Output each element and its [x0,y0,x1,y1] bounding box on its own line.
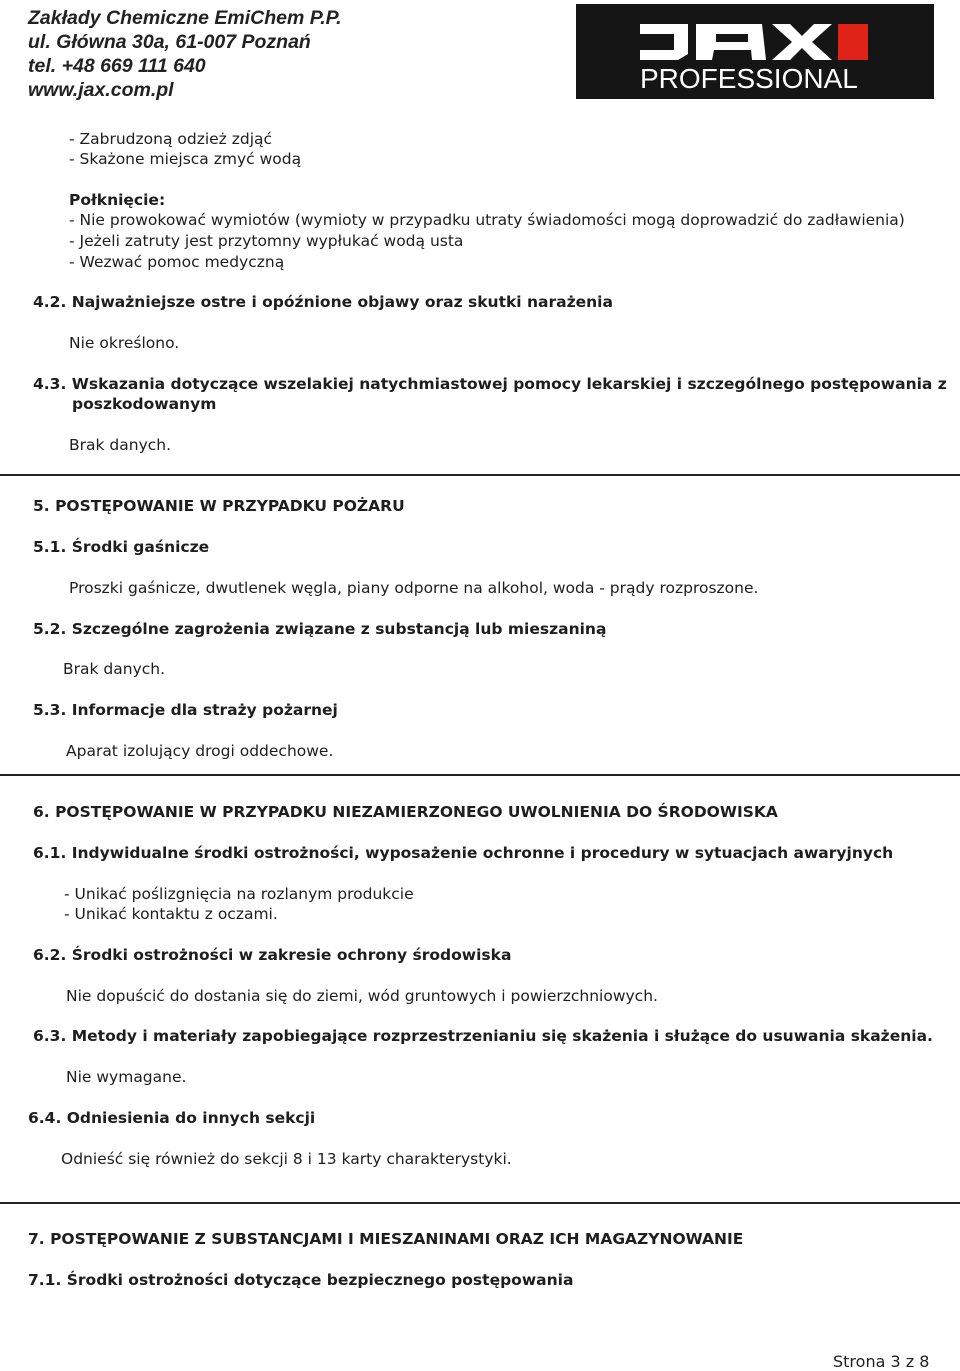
section-divider [0,474,960,476]
section-divider [0,1202,960,1204]
page-number: Strona 3 z 8 [833,1352,930,1371]
s63-title: 6.3. Metody i materiały zapobiegające rozprzestrzenianiu się skażenia i służące do usuwania skażenia. [33,1027,933,1045]
s71-title: 7.1. Środki ostrożności dotyczące bezpiecznego postępowania [28,1271,574,1289]
section-divider [0,774,960,776]
section7-title: 7. POSTĘPOWANIE Z SUBSTANCJAMI I MIESZANINAMI ORAZ ICH MAGAZYNOWANIE [28,1230,744,1248]
s42-title: 4.2. Najważniejsze ostre i opóźnione objawy oraz skutki narażenia [33,293,613,311]
s52-text: Brak danych. [63,660,166,678]
s64-text: Odnieść się również do sekcji 8 i 13 karty charakterystyki. [61,1150,512,1168]
company-website[interactable]: www.jax.com.pl [28,79,174,101]
swallow-title: Połknięcie: [69,191,166,209]
s63-text: Nie wymagane. [66,1068,187,1086]
logo-graphic [576,4,934,99]
s43-title-line2: poszkodowanym [72,395,217,413]
s53-title: 5.3. Informacje dla straży pożarnej [33,701,338,719]
section6-title: 6. POSTĘPOWANIE W PRZYPADKU NIEZAMIERZONEGO UWOLNIENIA DO ŚRODOWISKA [33,803,778,821]
s42-text: Nie określono. [69,334,180,352]
s53-text: Aparat izolujący drogi oddechowe. [66,742,334,760]
s43-text: Brak danych. [69,436,172,454]
skin-line-1: - Zabrudzoną odzież zdjąć [69,130,273,148]
s51-title: 5.1. Środki gaśnicze [33,538,210,556]
logo-sub-text: PROFESSIONAL [640,63,858,94]
swallow-line-2: - Jeżeli zatruty jest przytomny wypłukać wodą usta [69,232,464,250]
swallow-line-3: - Wezwać pomoc medyczną [69,253,285,271]
s51-text: Proszki gaśnicze, dwutlenek węgla, piany odporne na alkohol, woda - prądy rozproszone. [69,579,759,597]
s43-title-line1: 4.3. Wskazania dotyczące wszelakiej natychmiastowej pomocy lekarskiej i szczególnego postępowania z [33,375,947,393]
s62-title: 6.2. Środki ostrożności w zakresie ochrony środowiska [33,946,512,964]
skin-line-2: - Skażone miejsca zmyć wodą [69,150,302,168]
s52-title: 5.2. Szczególne zagrożenia związane z substancją lub mieszaniną [33,620,607,638]
s62-text: Nie dopuścić do dostania się do ziemi, wód gruntowych i powierzchniowych. [66,987,658,1005]
swallow-line-1: - Nie prowokować wymiotów (wymioty w przypadku utraty świadomości mogą doprowadzić do zadławienia) [69,211,905,229]
s61-line-1: - Unikać poślizgnięcia na rozlanym produkcie [64,885,414,903]
company-address: ul. Główna 30a, 61-007 Poznań [28,31,311,53]
s61-line-2: - Unikać kontaktu z oczami. [64,905,278,923]
section5-title: 5. POSTĘPOWANIE W PRZYPADKU POŻARU [33,497,405,515]
company-header [28,6,342,102]
company-name: Zakłady Chemiczne EmiChem P.P. [28,7,342,29]
jax-professional-logo [576,4,934,99]
s61-title: 6.1. Indywidualne środki ostrożności, wyposażenie ochronne i procedury w sytuacjach awaryjnych [33,844,894,862]
company-phone: tel. +48 669 111 640 [28,55,206,77]
s64-title: 6.4. Odniesienia do innych sekcji [28,1109,316,1127]
